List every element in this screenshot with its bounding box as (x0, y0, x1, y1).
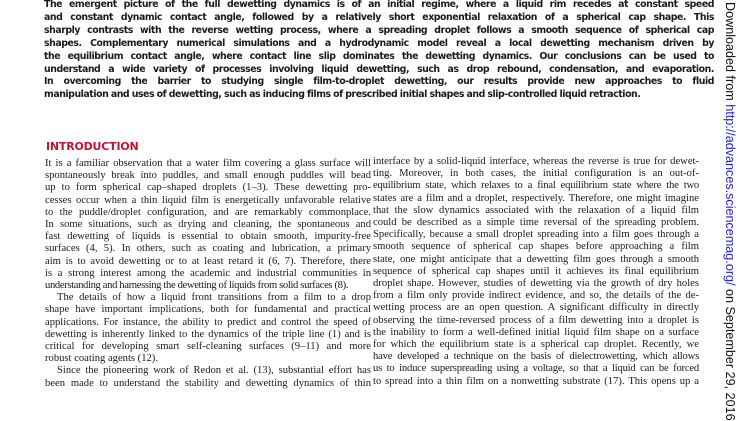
body-line: The details of how a liquid front transitions from a film to a drop (57, 292, 371, 304)
body-line: applications. For instance, the ability to predict and control the speed of (45, 316, 371, 328)
abstract-line: The emergent picture of the full dewetting dynamics is of an initial regime, where a liquid rim recedes at constant speed (44, 0, 714, 10)
left-column (45, 158, 371, 390)
body-line: that the slow dynamics associated with the relaxation of a liquid film (373, 204, 699, 216)
body-line: aim is to avoid dewetting or to at least retard it (6, 7). Therefore, there (45, 255, 371, 267)
body-line: us to induce superspreading using a voltage, so that a liquid can be forced (373, 363, 699, 375)
body-line: dewetting is inherently linked to the dynamics of the triple line (1) and is (45, 328, 371, 340)
body-line: states are a film and a droplet, respectively. Therefore, one might imagine (373, 192, 699, 204)
right-column (373, 156, 699, 388)
body-line: surfaces (4, 5). In others, such as coating and lubrication, a primary (45, 243, 371, 255)
download-notice-prefix: Downloaded from (723, 2, 737, 105)
abstract-line: manipulation and uses of dewetting, such as inducing films of prescribed initial shapes and slip-controlled liquid retraction. (44, 89, 641, 101)
body-line: cesses occur when a thin liquid film is energetically unfavorable relative (45, 194, 371, 206)
abstract-line: the equilibrium contact angle, where contact line slip dominates the dewetting dynamics. Our conclusions can be used to (44, 50, 714, 62)
body-line: smooth sequence of spherical cap shapes before approaching a film (373, 241, 699, 253)
body-line: spontaneously break into puddles, and small enough puddles will bead (45, 170, 371, 182)
body-line: to the puddle/droplet configuration, and are remarkably commonplace. (45, 206, 371, 218)
section-heading-introduction: INTRODUCTION (46, 140, 139, 153)
body-line: the inability to form a well-defined initial liquid film shape on a surface (373, 326, 699, 338)
body-line: up to form spherical cap–shaped droplets (1–3). These dewetting pro- (45, 182, 371, 194)
body-line: ting. Moreover, in both cases, the initial configuration is an out-of- (373, 168, 699, 180)
download-notice-sidebar (715, 0, 746, 419)
body-line: critical for developing smart self-cleaning surfaces (9–11) and more (45, 341, 371, 353)
abstract-line: and constant dynamic contact angle, followed by a relatively short exponential relaxation of a spherical cap shape. This (44, 11, 714, 23)
source-link[interactable]: http://advances.sciencemag.org/ (723, 104, 737, 286)
body-line: shape have important implications, both for fundamental and practical (45, 304, 371, 316)
body-line: fast dewetting of liquids is essential to obtain smooth, impurity-free (45, 231, 371, 243)
body-line: to spread into a thin film on a nonwetting substrate (17). This opens up a (373, 375, 699, 387)
body-line: wetting process are an open question. A significant difficulty in directly (373, 302, 699, 314)
body-line: observing the time-reversed process of a film dewetting into a droplet is (373, 314, 699, 326)
abstract-line: shapes. Complementary numerical simulations and a hydrodynamic model reveal a local dewetting mechanism driven by (44, 37, 714, 49)
body-line: In some situations, such as drying and cleaning, the spontaneous and (45, 219, 371, 231)
download-notice-date: on September 29, 2016 (723, 285, 737, 421)
body-line: Specifically, because a small droplet spreading into a film goes through a (373, 229, 699, 241)
body-line: state, one might anticipate that a dewetting film goes through a smooth (373, 253, 699, 265)
body-line: from a film only provide indirect evidence, and so, the details of the de- (373, 290, 699, 302)
body-line: interface by a solid-liquid interface, whereas the reverse is true for dewet- (373, 156, 699, 167)
abstract (44, 0, 714, 102)
body-line: been made to understand the stability and dewetting dynamics of thin (45, 377, 371, 389)
body-line: equilibrium state, which relaxes to a final equilibrium state where the two (373, 180, 699, 192)
download-notice (723, 2, 737, 421)
body-line: is a strong interest among the academic and industrial communities in (45, 267, 371, 279)
body-line: for which the equilibrium state is a spherical cap droplet. Recently, we (373, 339, 699, 351)
body-line: sequence of spherical cap shapes until it achieves its final equilibrium (373, 265, 699, 277)
body-line: Since the pioneering work of Redon et al. (13), substantial effort has (57, 365, 371, 377)
body-line: could be described as a simple time reversal of the spreading problem. (373, 217, 699, 229)
body-line: have developed a technique on the basis of dielectrowetting, which allows (373, 351, 699, 363)
abstract-line: In overcoming the barrier to studying single film-to-droplet dewetting, our results provide new approaches to fluid (44, 76, 714, 88)
abstract-line: sharply contrasts with the reverse wetting process, where a spreading droplet follows a smooth sequence of spherical cap (44, 24, 714, 36)
body-line: droplet shape. However, studies of dewetting via the growth of dry holes (373, 278, 699, 290)
body-line: It is a familiar observation that a water film covering a glass surface will (45, 158, 371, 169)
body-line: understanding and harnessing the dewetting of liquids from solid surfaces (8). (45, 280, 349, 292)
body-line: robust coating agents (12). (45, 353, 158, 365)
abstract-line: understand a wide variety of processes involving liquid dewetting, such as drop rebound, condensation, and evaporation. (44, 63, 714, 75)
